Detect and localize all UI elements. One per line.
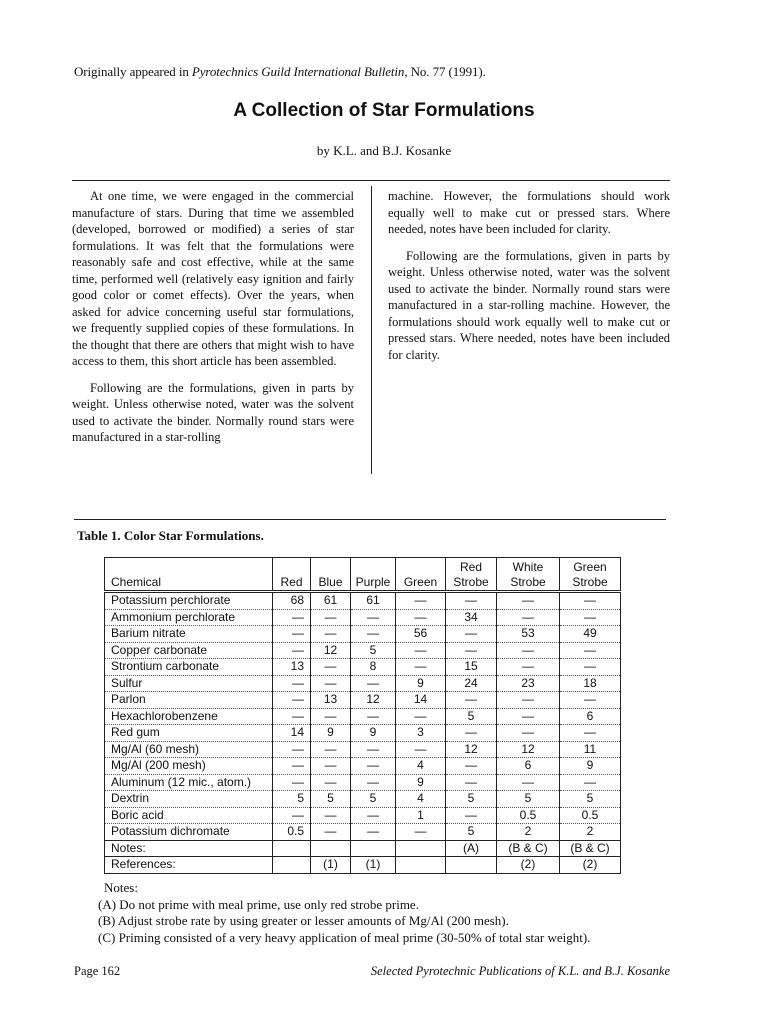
cell-red: — bbox=[273, 642, 311, 659]
table-notes-row bbox=[105, 840, 621, 857]
header-green-strobe bbox=[560, 558, 621, 592]
cell-red bbox=[273, 857, 311, 874]
table-row bbox=[105, 659, 621, 676]
table-row bbox=[105, 626, 621, 643]
cell-red: — bbox=[273, 758, 311, 775]
body-paragraph: Following are the formulations, given in parts by weight. Unless otherwise noted, water was the solvent used to activate the binder. Normally round stars were manufactured in a star-rolling bbox=[72, 380, 354, 444]
cell-red: — bbox=[273, 741, 311, 758]
cell-white-strobe: 12 bbox=[497, 741, 560, 758]
cell-green-strobe: 0.5 bbox=[560, 807, 621, 824]
cell-white-strobe: — bbox=[497, 659, 560, 676]
cell-red-strobe: 34 bbox=[446, 609, 497, 626]
header-red-strobe-line1: Red bbox=[459, 560, 482, 574]
table-row bbox=[105, 725, 621, 742]
header-green-strobe-line1: Green bbox=[573, 560, 607, 574]
header-white-strobe bbox=[497, 558, 560, 592]
table-row bbox=[105, 774, 621, 791]
cell-purple: — bbox=[351, 807, 396, 824]
cell-red: — bbox=[273, 807, 311, 824]
cell-chemical: Mg/Al (60 mesh) bbox=[105, 741, 273, 758]
cell-blue: 9 bbox=[311, 725, 351, 742]
cell-red: 5 bbox=[273, 791, 311, 808]
header-rule bbox=[72, 180, 670, 181]
cell-white-strobe: — bbox=[497, 609, 560, 626]
cell-green-strobe: 49 bbox=[560, 626, 621, 643]
cell-chemical: Copper carbonate bbox=[105, 642, 273, 659]
body-paragraph: Following are the formulations, given in parts by weight. Unless otherwise noted, water was the solvent used to activate the binder. Normally round stars were manufactured in a star-rolling machine. However, the formulations should work equally well to make cut or pressed stars. Where needed, notes have been included for clarity. bbox=[388, 248, 670, 362]
cell-green-strobe: 18 bbox=[560, 675, 621, 692]
cell-purple: 12 bbox=[351, 692, 396, 709]
cell-blue: — bbox=[311, 824, 351, 841]
cell-red-strobe bbox=[446, 857, 497, 874]
cell-green-strobe: 11 bbox=[560, 741, 621, 758]
table-row bbox=[105, 708, 621, 725]
cell-red: — bbox=[273, 609, 311, 626]
cell-red-strobe: — bbox=[446, 692, 497, 709]
cell-red: — bbox=[273, 626, 311, 643]
cell-red-strobe: 5 bbox=[446, 791, 497, 808]
cell-red: — bbox=[273, 774, 311, 791]
cell-green: — bbox=[396, 609, 446, 626]
cell-purple bbox=[351, 840, 396, 857]
cell-green-strobe: — bbox=[560, 692, 621, 709]
cell-green-strobe: — bbox=[560, 609, 621, 626]
header-red-strobe bbox=[446, 558, 497, 592]
byline: by K.L. and B.J. Kosanke bbox=[316, 143, 452, 158]
cell-chemical: Aluminum (12 mic., atom.) bbox=[105, 774, 273, 791]
cell-white-strobe: — bbox=[497, 592, 560, 610]
header-green-strobe-line2: Strobe bbox=[572, 575, 608, 589]
table-body bbox=[105, 592, 621, 874]
header-chemical: Chemical bbox=[105, 558, 273, 592]
page-number: Page 162 bbox=[74, 964, 121, 978]
cell-blue: 13 bbox=[311, 692, 351, 709]
cell-chemical: Barium nitrate bbox=[105, 626, 273, 643]
formulation-table-wrapper bbox=[104, 557, 621, 874]
cell-white-strobe: — bbox=[497, 642, 560, 659]
cell-white-strobe: — bbox=[497, 725, 560, 742]
table-row bbox=[105, 791, 621, 808]
cell-white-strobe: 0.5 bbox=[497, 807, 560, 824]
cell-white-strobe: 53 bbox=[497, 626, 560, 643]
cell-purple: — bbox=[351, 824, 396, 841]
source-suffix: , No. 77 (1991). bbox=[404, 64, 486, 79]
cell-green-strobe: — bbox=[560, 592, 621, 610]
cell-chemical: Potassium perchlorate bbox=[105, 592, 273, 610]
cell-red-strobe: 15 bbox=[446, 659, 497, 676]
left-column bbox=[72, 188, 354, 456]
cell-green: 56 bbox=[396, 626, 446, 643]
cell-blue: — bbox=[311, 741, 351, 758]
cell-green-strobe: (B & C) bbox=[560, 840, 621, 857]
cell-chemical: Sulfur bbox=[105, 675, 273, 692]
cell-purple: — bbox=[351, 675, 396, 692]
cell-red: 0.5 bbox=[273, 824, 311, 841]
cell-red-strobe: 5 bbox=[446, 708, 497, 725]
cell-red-strobe: — bbox=[446, 642, 497, 659]
cell-chemical: Hexachlorobenzene bbox=[105, 708, 273, 725]
body-paragraph: machine. However, the formulations should work equally well to make cut or pressed stars. Where needed, notes have been included for clarity. bbox=[388, 189, 670, 236]
cell-white-strobe: (2) bbox=[497, 857, 560, 874]
cell-green-strobe: — bbox=[560, 642, 621, 659]
table-header-row bbox=[105, 558, 621, 592]
source-citation bbox=[74, 64, 486, 80]
cell-purple: 9 bbox=[351, 725, 396, 742]
cell-chemical: Ammonium perchlorate bbox=[105, 609, 273, 626]
cell-blue: — bbox=[311, 774, 351, 791]
table-row bbox=[105, 675, 621, 692]
cell-green-strobe: — bbox=[560, 774, 621, 791]
cell-purple: — bbox=[351, 758, 396, 775]
cell-chemical: Red gum bbox=[105, 725, 273, 742]
cell-green-strobe: — bbox=[560, 659, 621, 676]
cell-green: 4 bbox=[396, 791, 446, 808]
cell-white-strobe: 5 bbox=[497, 791, 560, 808]
cell-green-strobe: (2) bbox=[560, 857, 621, 874]
header-white-strobe-line2: Strobe bbox=[510, 575, 546, 589]
cell-green: — bbox=[396, 708, 446, 725]
cell-purple: 8 bbox=[351, 659, 396, 676]
article-title: A Collection of Star Formulations bbox=[233, 100, 535, 121]
cell-green-strobe: 2 bbox=[560, 824, 621, 841]
cell-green-strobe: 5 bbox=[560, 791, 621, 808]
cell-red: 14 bbox=[273, 725, 311, 742]
cell-red: — bbox=[273, 692, 311, 709]
header-red-strobe-line2: Strobe bbox=[453, 575, 489, 589]
table-row bbox=[105, 741, 621, 758]
cell-red-strobe: — bbox=[446, 626, 497, 643]
notes-heading: Notes: bbox=[104, 880, 138, 895]
cell-green bbox=[396, 840, 446, 857]
cell-red-strobe: (A) bbox=[446, 840, 497, 857]
note-item: (A) Do not prime with meal prime, use only red strobe prime. bbox=[98, 896, 419, 912]
cell-white-strobe: — bbox=[497, 708, 560, 725]
source-prefix: Originally appeared in bbox=[74, 64, 192, 79]
table-rule bbox=[74, 519, 666, 520]
cell-chemical: Strontium carbonate bbox=[105, 659, 273, 676]
cell-red-strobe: — bbox=[446, 725, 497, 742]
cell-green-strobe: — bbox=[560, 725, 621, 742]
cell-green: 9 bbox=[396, 675, 446, 692]
cell-red: 68 bbox=[273, 592, 311, 610]
cell-blue: — bbox=[311, 708, 351, 725]
cell-red bbox=[273, 840, 311, 857]
cell-blue: — bbox=[311, 659, 351, 676]
note-item: (C) Priming consisted of a very heavy application of meal prime (30-50% of total star weight). bbox=[98, 929, 591, 945]
cell-purple: — bbox=[351, 609, 396, 626]
table-row bbox=[105, 642, 621, 659]
cell-purple: 5 bbox=[351, 791, 396, 808]
cell-red: — bbox=[273, 708, 311, 725]
cell-blue: 5 bbox=[311, 791, 351, 808]
cell-chemical: Notes: bbox=[105, 840, 273, 857]
cell-blue: 12 bbox=[311, 642, 351, 659]
cell-green: — bbox=[396, 824, 446, 841]
cell-blue: — bbox=[311, 609, 351, 626]
cell-red-strobe: — bbox=[446, 807, 497, 824]
cell-chemical: Boric acid bbox=[105, 807, 273, 824]
table-row bbox=[105, 824, 621, 841]
cell-blue: — bbox=[311, 675, 351, 692]
body-paragraph: At one time, we were engaged in the commercial manufacture of stars. During that time we assembled (developed, borrowed or modified) a series of star formulations. It was felt that the formulations were reasonably safe and cost effective, while at the same time, performed well (relatively easy ignition and fairly good color or comet effects). Over the years, when asked for advice concerning useful star formulations, we frequently supplied copies of these formulations. In the thought that there are others that might wish to have access to them, this short article has been assembled. bbox=[72, 189, 354, 368]
cell-red: 13 bbox=[273, 659, 311, 676]
cell-chemical: Parlon bbox=[105, 692, 273, 709]
cell-purple: — bbox=[351, 708, 396, 725]
cell-white-strobe: (B & C) bbox=[497, 840, 560, 857]
cell-blue: — bbox=[311, 626, 351, 643]
table-row bbox=[105, 592, 621, 610]
cell-chemical: Dextrin bbox=[105, 791, 273, 808]
cell-chemical: References: bbox=[111, 857, 176, 871]
cell-white-strobe: — bbox=[497, 692, 560, 709]
source-journal: Pyrotechnics Guild International Bulletin bbox=[191, 64, 405, 79]
cell-blue: — bbox=[311, 807, 351, 824]
table-row bbox=[105, 807, 621, 824]
cell-white-strobe: 23 bbox=[497, 675, 560, 692]
header-purple: Purple bbox=[351, 558, 396, 592]
cell-green bbox=[396, 857, 446, 874]
cell-green: — bbox=[396, 592, 446, 610]
header-green: Green bbox=[396, 558, 446, 592]
cell-red-strobe: 12 bbox=[446, 741, 497, 758]
cell-purple: (1) bbox=[351, 857, 396, 874]
cell-red-strobe: 24 bbox=[446, 675, 497, 692]
cell-purple: — bbox=[351, 741, 396, 758]
cell-red-strobe: — bbox=[446, 774, 497, 791]
cell-red-strobe: — bbox=[446, 592, 497, 610]
cell-green: 4 bbox=[396, 758, 446, 775]
cell-green: 3 bbox=[396, 725, 446, 742]
note-item: (B) Adjust strobe rate by using greater or lesser amounts of Mg/Al (200 mesh). bbox=[98, 913, 509, 928]
cell-blue: — bbox=[311, 758, 351, 775]
header-white-strobe-line1: White bbox=[512, 560, 544, 574]
cell-red-strobe: 5 bbox=[446, 824, 497, 841]
column-divider bbox=[371, 186, 372, 474]
publication-title: Selected Pyrotechnic Publications of K.L. and B.J. Kosanke bbox=[370, 964, 670, 978]
table-caption: Table 1. Color Star Formulations. bbox=[77, 528, 264, 543]
header-blue: Blue bbox=[311, 558, 351, 592]
cell-red: — bbox=[273, 675, 311, 692]
table-row bbox=[105, 758, 621, 775]
cell-white-strobe: — bbox=[497, 774, 560, 791]
cell-blue bbox=[311, 840, 351, 857]
cell-green-strobe: 6 bbox=[560, 708, 621, 725]
cell-white-strobe: 2 bbox=[497, 824, 560, 841]
cell-purple: — bbox=[351, 774, 396, 791]
cell-purple: 5 bbox=[351, 642, 396, 659]
notes-section bbox=[98, 880, 591, 946]
right-column bbox=[388, 188, 670, 373]
cell-green: 14 bbox=[396, 692, 446, 709]
cell-chemical: Mg/Al (200 mesh) bbox=[105, 758, 273, 775]
cell-blue: (1) bbox=[311, 857, 351, 874]
cell-green: — bbox=[396, 659, 446, 676]
table-row bbox=[105, 692, 621, 709]
cell-green-strobe: 9 bbox=[560, 758, 621, 775]
cell-purple: 61 bbox=[351, 592, 396, 610]
cell-blue: 61 bbox=[311, 592, 351, 610]
table-references-row bbox=[105, 857, 621, 874]
cell-chemical: Potassium dichromate bbox=[105, 824, 273, 841]
cell-white-strobe: 6 bbox=[497, 758, 560, 775]
cell-red-strobe: — bbox=[446, 758, 497, 775]
cell-green: — bbox=[396, 642, 446, 659]
cell-purple: — bbox=[351, 626, 396, 643]
cell-green: 1 bbox=[396, 807, 446, 824]
header-red: Red bbox=[273, 558, 311, 592]
table-row bbox=[105, 609, 621, 626]
cell-green: — bbox=[396, 741, 446, 758]
formulation-table bbox=[104, 557, 621, 874]
cell-green: 9 bbox=[396, 774, 446, 791]
